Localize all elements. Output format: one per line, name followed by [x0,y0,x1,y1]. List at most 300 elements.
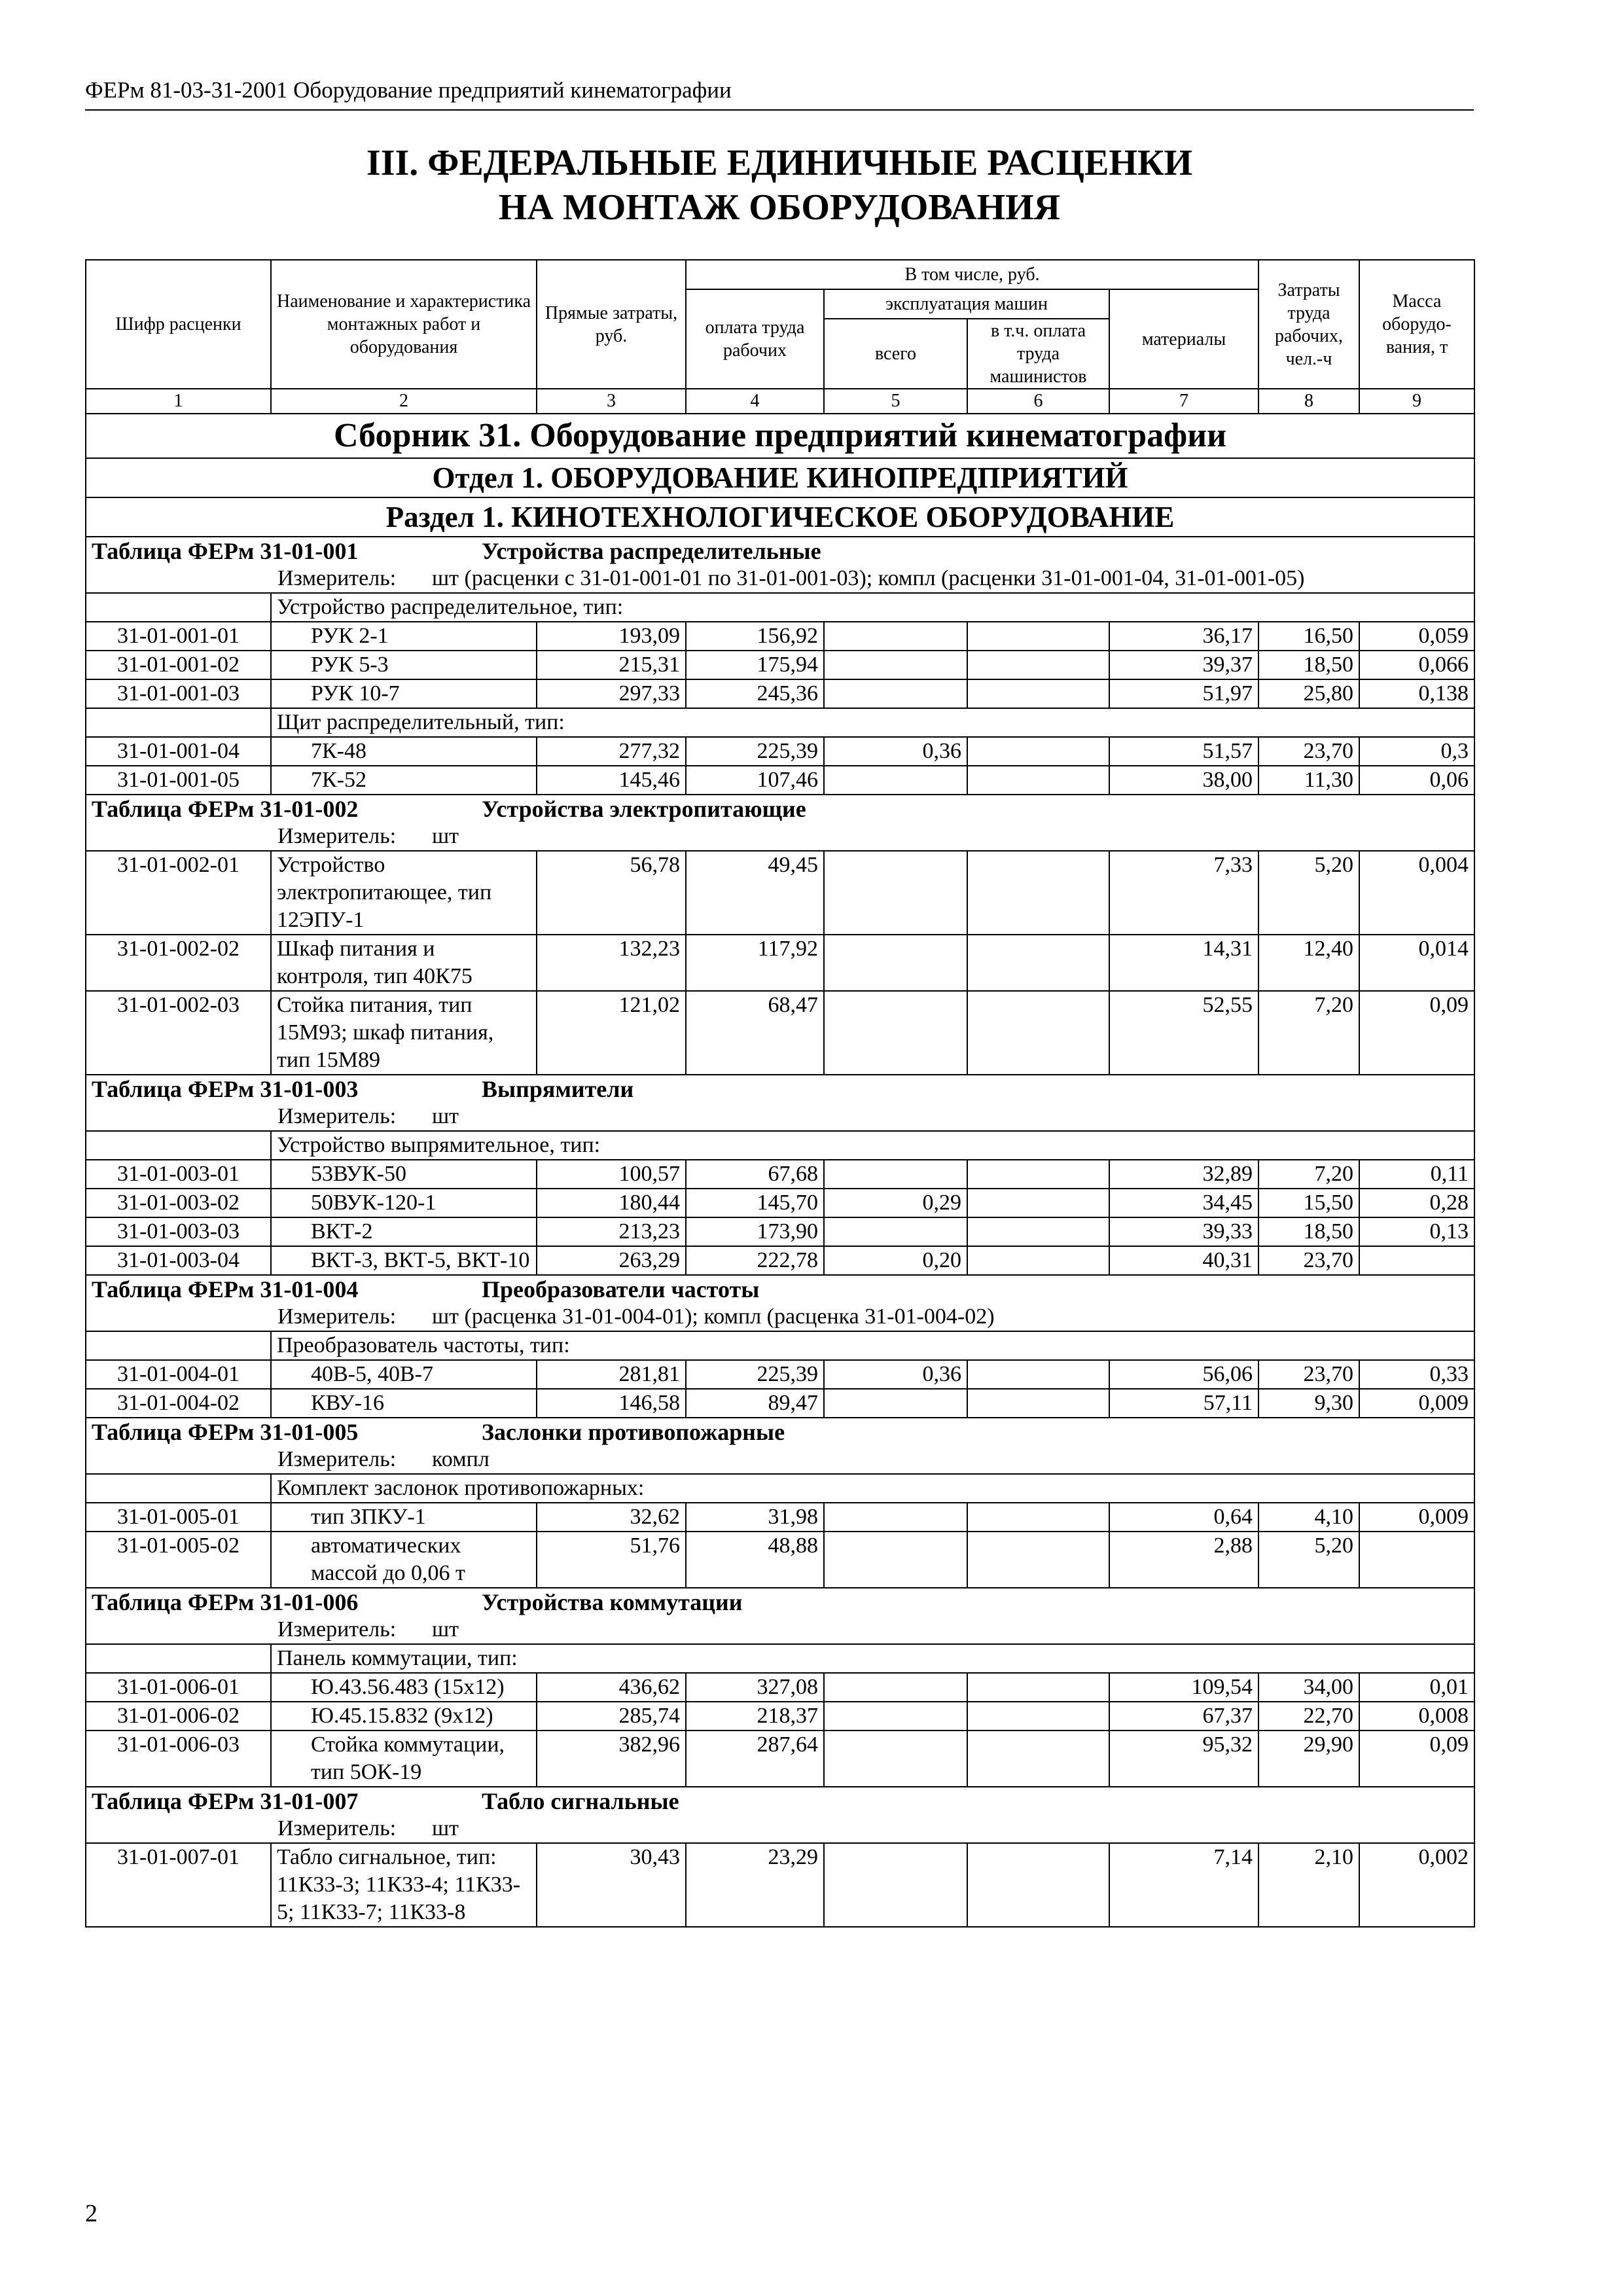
direct-cost: 213,23 [537,1217,686,1246]
machinist-pay [967,1673,1109,1702]
table-heading [86,1275,1474,1303]
machinist-pay [967,1160,1109,1189]
measurer-value: шт [432,1816,459,1840]
direct-cost: 180,44 [537,1189,686,1217]
rate-name: 7К-52 [271,766,537,795]
group-subheader: Панель коммутации, тип: [271,1644,1474,1673]
direct-cost: 56,78 [537,851,686,935]
machinist-pay [967,991,1109,1075]
group-subheader: Устройство распределительное, тип: [271,593,1474,622]
equipment-mass: 0,09 [1359,991,1474,1075]
direct-cost: 146,58 [537,1389,686,1418]
measurer [86,1616,1474,1644]
labor-hours: 7,20 [1258,1160,1359,1189]
table-title: Устройства распределительные [482,538,821,564]
materials-cost: 51,97 [1109,679,1258,708]
equipment-mass: 0,28 [1359,1189,1474,1217]
materials-cost: 109,54 [1109,1673,1258,1702]
materials-cost: 0,64 [1109,1503,1258,1532]
labor-hours: 34,00 [1258,1673,1359,1702]
direct-cost: 263,29 [537,1246,686,1275]
machine-cost [824,1217,967,1246]
equipment-mass: 0,06 [1359,766,1474,795]
measurer-value: шт [432,824,459,848]
machine-cost: 0,36 [824,1360,967,1389]
machine-cost: 0,29 [824,1189,967,1217]
rate-code: 31-01-001-05 [86,766,271,795]
table-heading [86,795,1474,823]
table-code: Таблица ФЕРм 31-01-002 [92,796,359,822]
group-subheader: Преобразователь частоты, тип: [271,1331,1474,1360]
materials-cost: 2,88 [1109,1532,1258,1588]
equipment-mass: 0,09 [1359,1731,1474,1787]
table-row [86,679,1474,708]
table-row [86,1731,1474,1787]
machine-cost [824,1702,967,1731]
measurer-row [86,565,1474,593]
rate-code: 31-01-002-01 [86,851,271,935]
table-title: Преобразователи частоты [482,1276,760,1302]
subheader-spacer [86,1644,271,1673]
group-subheader: Комплект заслонок противопожарных: [271,1474,1474,1503]
table-row [86,1389,1474,1418]
subheader-row [86,593,1474,622]
labor-hours: 23,70 [1258,737,1359,766]
labor-hours: 9,30 [1258,1389,1359,1418]
section-heading: Раздел 1. КИНОТЕХНОЛОГИЧЕСКОЕ ОБОРУДОВАНИЕ [86,497,1474,537]
subheader-row [86,1474,1474,1503]
machine-cost [824,1843,967,1927]
column-numbers-row [86,389,1474,414]
machinist-pay [967,1189,1109,1217]
table-heading-row [86,1418,1474,1446]
direct-cost: 32,62 [537,1503,686,1532]
col-header-materials: материалы [1109,289,1258,389]
col-header-machine-op: эксплуатация машин [824,289,1109,319]
column-number: 1 [86,389,271,414]
labor-hours: 23,70 [1258,1246,1359,1275]
header-rule [85,109,1474,111]
table-title: Устройства коммутации [482,1589,743,1615]
subheader-row [86,1331,1474,1360]
running-header: ФЕРм 81-03-31-2001 Оборудование предприятий кинематографии [85,77,732,103]
measurer [86,1446,1474,1474]
rate-name: РУК 10-7 [271,679,537,708]
page-title [85,141,1474,230]
table-heading [86,1418,1474,1446]
labor-hours: 29,90 [1258,1731,1359,1787]
labor-hours: 23,70 [1258,1360,1359,1389]
equipment-mass: 0,138 [1359,679,1474,708]
title-line-2: НА МОНТАЖ ОБОРУДОВАНИЯ [498,187,1061,228]
materials-cost: 14,31 [1109,935,1258,991]
labor-hours: 12,40 [1258,935,1359,991]
rate-code: 31-01-006-01 [86,1673,271,1702]
labor-hours: 2,10 [1258,1843,1359,1927]
machine-cost: 0,36 [824,737,967,766]
machinist-pay [967,1389,1109,1418]
labor-pay: 145,70 [686,1189,824,1217]
labor-hours: 5,20 [1258,851,1359,935]
machinist-pay [967,651,1109,679]
materials-cost: 34,45 [1109,1189,1258,1217]
labor-pay: 245,36 [686,679,824,708]
rate-name: РУК 2-1 [271,622,537,651]
measurer-value: шт (расценки с 31-01-001-01 по 31-01-001-03); компл (расценки 31-01-001-04, 31-01-001-05) [432,566,1305,590]
machinist-pay [967,1217,1109,1246]
table-heading [86,1075,1474,1103]
rate-code: 31-01-002-02 [86,935,271,991]
materials-cost: 56,06 [1109,1360,1258,1389]
machine-cost [824,1731,967,1787]
measurer [86,1103,1474,1131]
measurer-row [86,1446,1474,1474]
subheader-spacer [86,708,271,737]
table-heading [86,1588,1474,1616]
materials-cost: 39,37 [1109,651,1258,679]
machinist-pay [967,1503,1109,1532]
rate-name: Стойка питания, тип 15М93; шкаф питания, тип 15М89 [271,991,537,1075]
labor-hours: 15,50 [1258,1189,1359,1217]
direct-cost: 277,32 [537,737,686,766]
machine-cost [824,1160,967,1189]
measurer-label: Измеритель: [277,1816,397,1840]
labor-pay: 31,98 [686,1503,824,1532]
column-number: 2 [271,389,537,414]
equipment-mass [1359,1246,1474,1275]
materials-cost: 36,17 [1109,622,1258,651]
table-heading-row [86,1787,1474,1815]
table-title: Табло сигнальные [482,1788,679,1814]
table-row [86,766,1474,795]
rate-code: 31-01-006-02 [86,1702,271,1731]
equipment-mass: 0,33 [1359,1360,1474,1389]
table-code: Таблица ФЕРм 31-01-005 [92,1419,359,1445]
table-title: Выпрямители [482,1076,634,1102]
materials-cost: 7,14 [1109,1843,1258,1927]
rate-code: 31-01-001-03 [86,679,271,708]
machine-cost [824,851,967,935]
equipment-mass: 0,059 [1359,622,1474,651]
labor-hours: 11,30 [1258,766,1359,795]
measurer-label: Измеритель: [277,824,397,848]
subheader-row [86,1644,1474,1673]
column-number: 5 [824,389,967,414]
table-row [86,1189,1474,1217]
measurer-label: Измеритель: [277,1304,397,1329]
rate-code: 31-01-005-01 [86,1503,271,1532]
measurer [86,1303,1474,1331]
column-number: 3 [537,389,686,414]
rate-name: ВКТ-3, ВКТ-5, ВКТ-10 [271,1246,537,1275]
rate-code: 31-01-001-04 [86,737,271,766]
rates-table [85,259,1475,1928]
equipment-mass: 0,014 [1359,935,1474,991]
measurer-row [86,1815,1474,1843]
table-heading-row [86,795,1474,823]
equipment-mass: 0,3 [1359,737,1474,766]
labor-hours: 18,50 [1258,1217,1359,1246]
measurer-value: шт [432,1104,459,1128]
table-heading-row [86,1275,1474,1303]
labor-pay: 68,47 [686,991,824,1075]
labor-pay: 225,39 [686,1360,824,1389]
rate-code: 31-01-004-01 [86,1360,271,1389]
machinist-pay [967,679,1109,708]
machine-cost [824,622,967,651]
table-row [86,1160,1474,1189]
labor-pay: 156,92 [686,622,824,651]
labor-pay: 175,94 [686,651,824,679]
table-code: Таблица ФЕРм 31-01-006 [92,1589,359,1615]
column-number: 7 [1109,389,1258,414]
table-code: Таблица ФЕРм 31-01-007 [92,1788,359,1814]
measurer-value: шт (расценка 31-01-004-01); компл (расценка 31-01-004-02) [432,1304,995,1329]
group-subheader: Щит распределительный, тип: [271,708,1474,737]
equipment-mass: 0,004 [1359,851,1474,935]
labor-pay: 287,64 [686,1731,824,1787]
rate-code: 31-01-006-03 [86,1731,271,1787]
direct-cost: 285,74 [537,1702,686,1731]
direct-cost: 30,43 [537,1843,686,1927]
subheader-spacer [86,1331,271,1360]
subheader-spacer [86,593,271,622]
table-code: Таблица ФЕРм 31-01-003 [92,1076,359,1102]
rate-name: 50ВУК-120-1 [271,1189,537,1217]
rate-code: 31-01-004-02 [86,1389,271,1418]
table-heading-row [86,537,1474,565]
machinist-pay [967,1843,1109,1927]
rate-code: 31-01-005-02 [86,1532,271,1588]
labor-hours: 22,70 [1258,1702,1359,1731]
table-row [86,651,1474,679]
direct-cost: 297,33 [537,679,686,708]
col-header-labor-cost: Затраты труда рабочих, чел.-ч [1258,260,1359,389]
col-header-code: Шифр расценки [86,260,271,389]
rate-code: 31-01-002-03 [86,991,271,1075]
equipment-mass: 0,13 [1359,1217,1474,1246]
measurer-row [86,1103,1474,1131]
table-body [86,414,1474,1927]
machine-cost: 0,20 [824,1246,967,1275]
direct-cost: 382,96 [537,1731,686,1787]
subheader-row [86,708,1474,737]
direct-cost: 132,23 [537,935,686,991]
table-heading-row [86,1075,1474,1103]
table-title: Заслонки противопожарные [482,1419,785,1445]
rate-name: КВУ-16 [271,1389,537,1418]
measurer-row [86,1303,1474,1331]
measurer-label: Измеритель: [277,1617,397,1641]
direct-cost: 51,76 [537,1532,686,1588]
machinist-pay [967,1702,1109,1731]
labor-hours: 7,20 [1258,991,1359,1075]
machine-cost [824,935,967,991]
equipment-mass: 0,009 [1359,1389,1474,1418]
equipment-mass: 0,002 [1359,1843,1474,1927]
labor-pay: 222,78 [686,1246,824,1275]
rate-name: 40В-5, 40В-7 [271,1360,537,1389]
table-heading [86,537,1474,565]
table-row [86,622,1474,651]
materials-cost: 67,37 [1109,1702,1258,1731]
col-header-labor-pay: оплата труда рабочих [686,289,824,389]
materials-cost: 32,89 [1109,1160,1258,1189]
measurer [86,1815,1474,1843]
rate-name: Шкаф питания и контроля, тип 40К75 [271,935,537,991]
materials-cost: 40,31 [1109,1246,1258,1275]
labor-hours: 18,50 [1258,651,1359,679]
measurer-row [86,1616,1474,1644]
machine-cost [824,1673,967,1702]
col-header-machine-total: всего [824,319,967,389]
machinist-pay [967,766,1109,795]
equipment-mass: 0,008 [1359,1702,1474,1731]
rate-code: 31-01-003-02 [86,1189,271,1217]
table-row [86,1217,1474,1246]
machinist-pay [967,622,1109,651]
measurer [86,823,1474,851]
labor-pay: 107,46 [686,766,824,795]
equipment-mass [1359,1532,1474,1588]
table-row [86,737,1474,766]
machinist-pay [967,737,1109,766]
materials-cost: 95,32 [1109,1731,1258,1787]
subheader-spacer [86,1131,271,1160]
measurer-value: компл [432,1447,490,1471]
rate-name: Ю.45.15.832 (9х12) [271,1702,537,1731]
machinist-pay [967,1246,1109,1275]
labor-hours: 25,80 [1258,679,1359,708]
materials-cost: 38,00 [1109,766,1258,795]
labor-hours: 16,50 [1258,622,1359,651]
labor-pay: 89,47 [686,1389,824,1418]
direct-cost: 100,57 [537,1160,686,1189]
labor-pay: 117,92 [686,935,824,991]
table-row [86,1360,1474,1389]
column-number: 4 [686,389,824,414]
subheader-spacer [86,1474,271,1503]
table-title: Устройства электропитающие [482,796,806,822]
col-header-including: В том числе, руб. [686,260,1258,289]
table-header [86,260,1474,414]
labor-pay: 49,45 [686,851,824,935]
group-subheader: Устройство выпрямительное, тип: [271,1131,1474,1160]
machine-cost [824,679,967,708]
table-row [86,935,1474,991]
labor-pay: 173,90 [686,1217,824,1246]
machine-cost [824,1532,967,1588]
labor-hours: 5,20 [1258,1532,1359,1588]
table-row [86,1673,1474,1702]
rate-name: 53ВУК-50 [271,1160,537,1189]
table-heading [86,1787,1474,1815]
materials-cost: 51,57 [1109,737,1258,766]
rate-name: Табло сигнальное, тип: 11К33-3; 11К33-4; 11К33-5; 11К33-7; 11К33-8 [271,1843,537,1927]
table-row [86,1702,1474,1731]
direct-cost: 436,62 [537,1673,686,1702]
machinist-pay [967,935,1109,991]
equipment-mass: 0,066 [1359,651,1474,679]
rate-name: Устройство электропитающее, тип 12ЭПУ-1 [271,851,537,935]
materials-cost: 39,33 [1109,1217,1258,1246]
table-row [86,991,1474,1075]
measurer-row [86,823,1474,851]
col-header-machinist-pay: в т.ч. оплата труда машинистов [967,319,1109,389]
labor-pay: 218,37 [686,1702,824,1731]
equipment-mass: 0,01 [1359,1673,1474,1702]
materials-cost: 57,11 [1109,1389,1258,1418]
table-row [86,1843,1474,1927]
machinist-pay [967,851,1109,935]
collection-heading: Сборник 31. Оборудование предприятий кинематографии [86,414,1474,458]
direct-cost: 145,46 [537,766,686,795]
machine-cost [824,991,967,1075]
rate-name: ВКТ-2 [271,1217,537,1246]
rate-code: 31-01-007-01 [86,1843,271,1927]
table-row [86,1503,1474,1532]
machinist-pay [967,1360,1109,1389]
rate-name: автоматических массой до 0,06 т [271,1532,537,1588]
table-row [86,851,1474,935]
measurer-label: Измеритель: [277,566,397,590]
machinist-pay [967,1532,1109,1588]
subheader-row [86,1131,1474,1160]
machine-cost [824,1389,967,1418]
direct-cost: 193,09 [537,622,686,651]
labor-hours: 4,10 [1258,1503,1359,1532]
materials-cost: 7,33 [1109,851,1258,935]
page-number: 2 [85,2200,98,2227]
column-number: 8 [1258,389,1359,414]
title-line-1: III. ФЕДЕРАЛЬНЫЕ ЕДИНИЧНЫЕ РАСЦЕНКИ [366,143,1193,183]
measurer [86,565,1474,593]
labor-pay: 327,08 [686,1673,824,1702]
rate-code: 31-01-003-03 [86,1217,271,1246]
rate-name: РУК 5-3 [271,651,537,679]
rate-name: Ю.43.56.483 (15х12) [271,1673,537,1702]
labor-pay: 23,29 [686,1843,824,1927]
direct-cost: 215,31 [537,651,686,679]
materials-cost: 52,55 [1109,991,1258,1075]
direct-cost: 121,02 [537,991,686,1075]
labor-pay: 225,39 [686,737,824,766]
table-code: Таблица ФЕРм 31-01-001 [92,538,359,564]
rate-code: 31-01-001-02 [86,651,271,679]
equipment-mass: 0,11 [1359,1160,1474,1189]
measurer-value: шт [432,1617,459,1641]
machine-cost [824,1503,967,1532]
measurer-label: Измеритель: [277,1447,397,1471]
table-heading-row [86,1588,1474,1616]
rate-code: 31-01-001-01 [86,622,271,651]
direct-cost: 281,81 [537,1360,686,1389]
rate-name: Стойка коммутации, тип 5ОК-19 [271,1731,537,1787]
col-header-mass: Масса оборудо-вания, т [1359,260,1474,389]
rate-code: 31-01-003-01 [86,1160,271,1189]
rate-name: 7К-48 [271,737,537,766]
labor-pay: 67,68 [686,1160,824,1189]
department-heading: Отдел 1. ОБОРУДОВАНИЕ КИНОПРЕДПРИЯТИЙ [86,458,1474,497]
col-header-name: Наименование и характеристика монтажных работ и оборудования [271,260,537,389]
table-row [86,1532,1474,1588]
equipment-mass: 0,009 [1359,1503,1474,1532]
rate-name: тип ЗПКУ-1 [271,1503,537,1532]
labor-pay: 48,88 [686,1532,824,1588]
col-header-direct: Прямые затраты, руб. [537,260,686,389]
rate-code: 31-01-003-04 [86,1246,271,1275]
column-number: 6 [967,389,1109,414]
